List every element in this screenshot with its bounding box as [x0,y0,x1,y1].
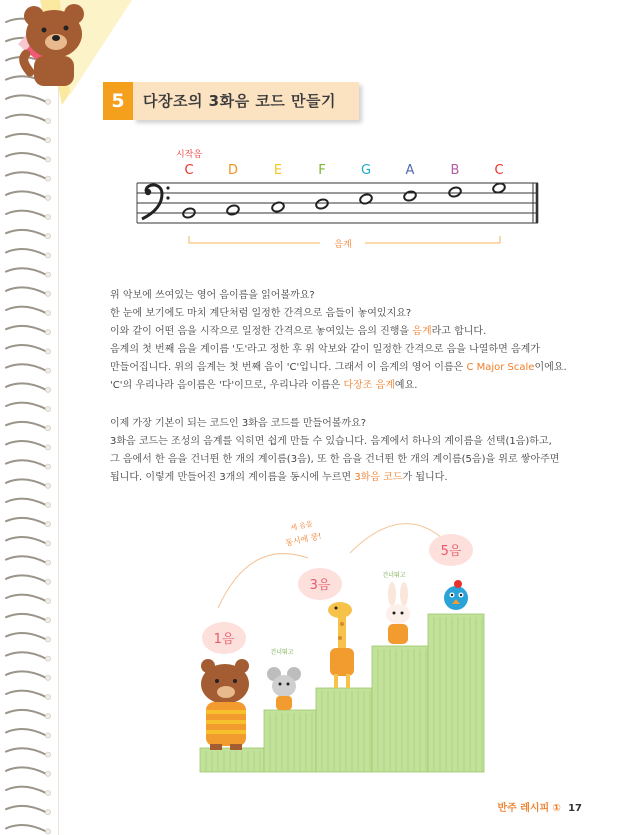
spiral-ring [6,710,46,716]
highlight-c-major-scale-kr: 다장조 음계 [343,380,395,391]
skip-label-2: 건너뛰고 [382,572,406,579]
scale-label: 음계 [334,240,352,250]
paragraph-line-6 [110,376,417,396]
note-name-e-2: E [273,163,283,178]
note-name-b-6: B [450,163,460,178]
spiral-ring [6,652,46,658]
spiral-ring [6,787,46,793]
highlight-scale: 음계 [412,326,432,337]
spiral-hole [45,330,50,335]
spiral-hole [45,656,50,661]
bubble-1 [202,622,246,654]
spiral-hole [45,637,50,642]
spiral-hole [45,426,50,431]
paragraph-line-5 [110,358,567,378]
spiral-ring [6,307,46,313]
note-name-f-3: F [318,163,326,178]
simultaneous-line-2: 동시에 쿵! [284,531,323,548]
highlight-triad: 3화음 코드 [354,472,403,483]
whole-note-1 [226,204,240,216]
arc-3-to-5 [350,524,442,553]
arc-1-to-3 [218,554,308,608]
note-name-g-4: G [360,163,372,178]
spiral-ring [6,633,46,639]
spiral-ring [6,575,46,581]
note-name-a-5: A [405,163,415,178]
spiral-ring [6,422,46,428]
bubble-5-label: 5음 [440,544,462,559]
spiral-hole [45,464,50,469]
bubble-3-label: 3음 [309,578,331,593]
page-footer [497,799,582,814]
spiral-ring [6,383,46,389]
spiral-hole [45,771,50,776]
text-span: 'C'의 우리나라 음이름은 '다'이므로, 우리나라 이름은 [110,380,344,391]
text-span: 이에요. [534,362,567,373]
spiral-hole [45,387,50,392]
spiral-hole [45,522,50,527]
spiral-ring [6,806,46,812]
paragraph-line-7: 이제 가장 기본이 되는 코드인 3화음 코드를 만들어볼까요? [110,418,367,429]
footer-book-title: 반주 레시피 [497,803,550,814]
skip-label-1: 건너뛰고 [270,649,294,656]
spiral-ring [6,556,46,562]
note-name-c-7: C [494,163,504,178]
spiral-hole [45,579,50,584]
spiral-hole [45,714,50,719]
bubble-3 [298,568,342,600]
footer-volume: ① [552,803,561,814]
spiral-ring [6,499,46,505]
spiral-hole [45,541,50,546]
spiral-hole [45,310,50,315]
bass-clef-icon [142,185,170,219]
paragraph-line-8: 3화음 코드는 조성의 음계를 익히면 쉽게 만들 수 있습니다. 음계에서 하나의 계이름을 선택(1음)하고, [110,436,552,447]
note-name-d-1: D [227,163,239,178]
bear-character [201,659,249,750]
spiral-ring [6,825,46,831]
spiral-ring [6,614,46,620]
bird-character [444,580,468,610]
spiral-ring [6,691,46,697]
music-staff [0,0,630,300]
spiral-ring [6,441,46,447]
spiral-ring [6,345,46,351]
spiral-hole [45,406,50,411]
title-text: 다장조의 3화음 코드 만들기 [143,92,336,110]
text-span: 만들어집니다. 위의 음계는 첫 번째 음이 'C'입니다. 그래서 이 음계의 영어 이름은 [110,362,467,373]
spiral-hole [45,349,50,354]
spiral-ring [6,729,46,735]
paragraph-line-4: 음계의 첫 번째 음을 계이름 '도'라고 정한 후 위 악보와 같이 일정한 간격으로 음을 나열하면 음계가 [110,344,540,355]
spiral-hole [45,598,50,603]
spiral-hole [45,618,50,623]
giraffe-character [328,602,354,688]
spiral-ring [6,537,46,543]
whole-note-6 [448,186,462,198]
mouse-character [267,667,301,710]
spiral-ring [6,595,46,601]
whole-note-7 [492,182,506,194]
spiral-hole [45,675,50,680]
text-span: 이와 같이 어떤 음을 시작으로 일정한 간격으로 놓여있는 음의 진행을 [110,326,413,337]
spiral-ring [6,748,46,754]
spiral-ring [6,767,46,773]
spiral-hole [45,694,50,699]
spiral-hole [45,560,50,565]
bubble-5 [429,534,473,566]
text-span: 라고 합니다. [431,326,487,337]
spiral-hole [45,483,50,488]
spiral-hole [45,752,50,757]
spiral-hole [45,733,50,738]
page-number: 17 [568,803,582,814]
paragraph-line-1: 위 악보에 쓰여있는 영어 음이름을 읽어볼까요? [110,290,315,301]
spiral-hole [45,368,50,373]
spiral-ring [6,364,46,370]
spiral-ring [6,518,46,524]
spiral-hole [45,810,50,815]
rabbit-character [386,582,410,644]
spiral-hole [45,790,50,795]
spiral-ring [6,326,46,332]
whole-note-5 [403,190,417,202]
simultaneous-line-1: 세 음을 [289,519,314,533]
spiral-ring [6,671,46,677]
spiral-hole [45,829,50,834]
paragraph-line-9: 그 음에서 한 음을 건너뛴 한 개의 계이름(3음), 또 한 음을 건너뛴 한 개의 계이름(5음)을 위로 쌓아주면 [110,454,560,465]
start-note-label: 시작음 [175,150,203,160]
triad-staircase-illustration [180,498,510,778]
text-span: 가 됩니다. [402,472,448,483]
paragraph-line-2: 한 눈에 보기에도 마치 계단처럼 일정한 간격으로 음들이 놓여있지요? [110,308,412,319]
highlight-c-major: C Major Scale [466,362,535,373]
note-name-c-0: C [184,163,194,178]
staff-lines [137,183,538,223]
paragraph-line-10 [110,468,448,488]
spiral-ring [6,460,46,466]
spiral-ring [6,479,46,485]
text-span: 예요. [394,380,418,391]
bubble-1-label: 1음 [213,632,235,647]
spiral-hole [45,445,50,450]
spiral-ring [6,403,46,409]
paragraph-line-3 [110,322,486,342]
spiral-hole [45,502,50,507]
section-number: 5 [103,82,133,120]
whole-note-3 [315,198,329,210]
text-span: 됩니다. 이렇게 만들어진 3개의 계이름을 동시에 누르면 [110,472,355,483]
